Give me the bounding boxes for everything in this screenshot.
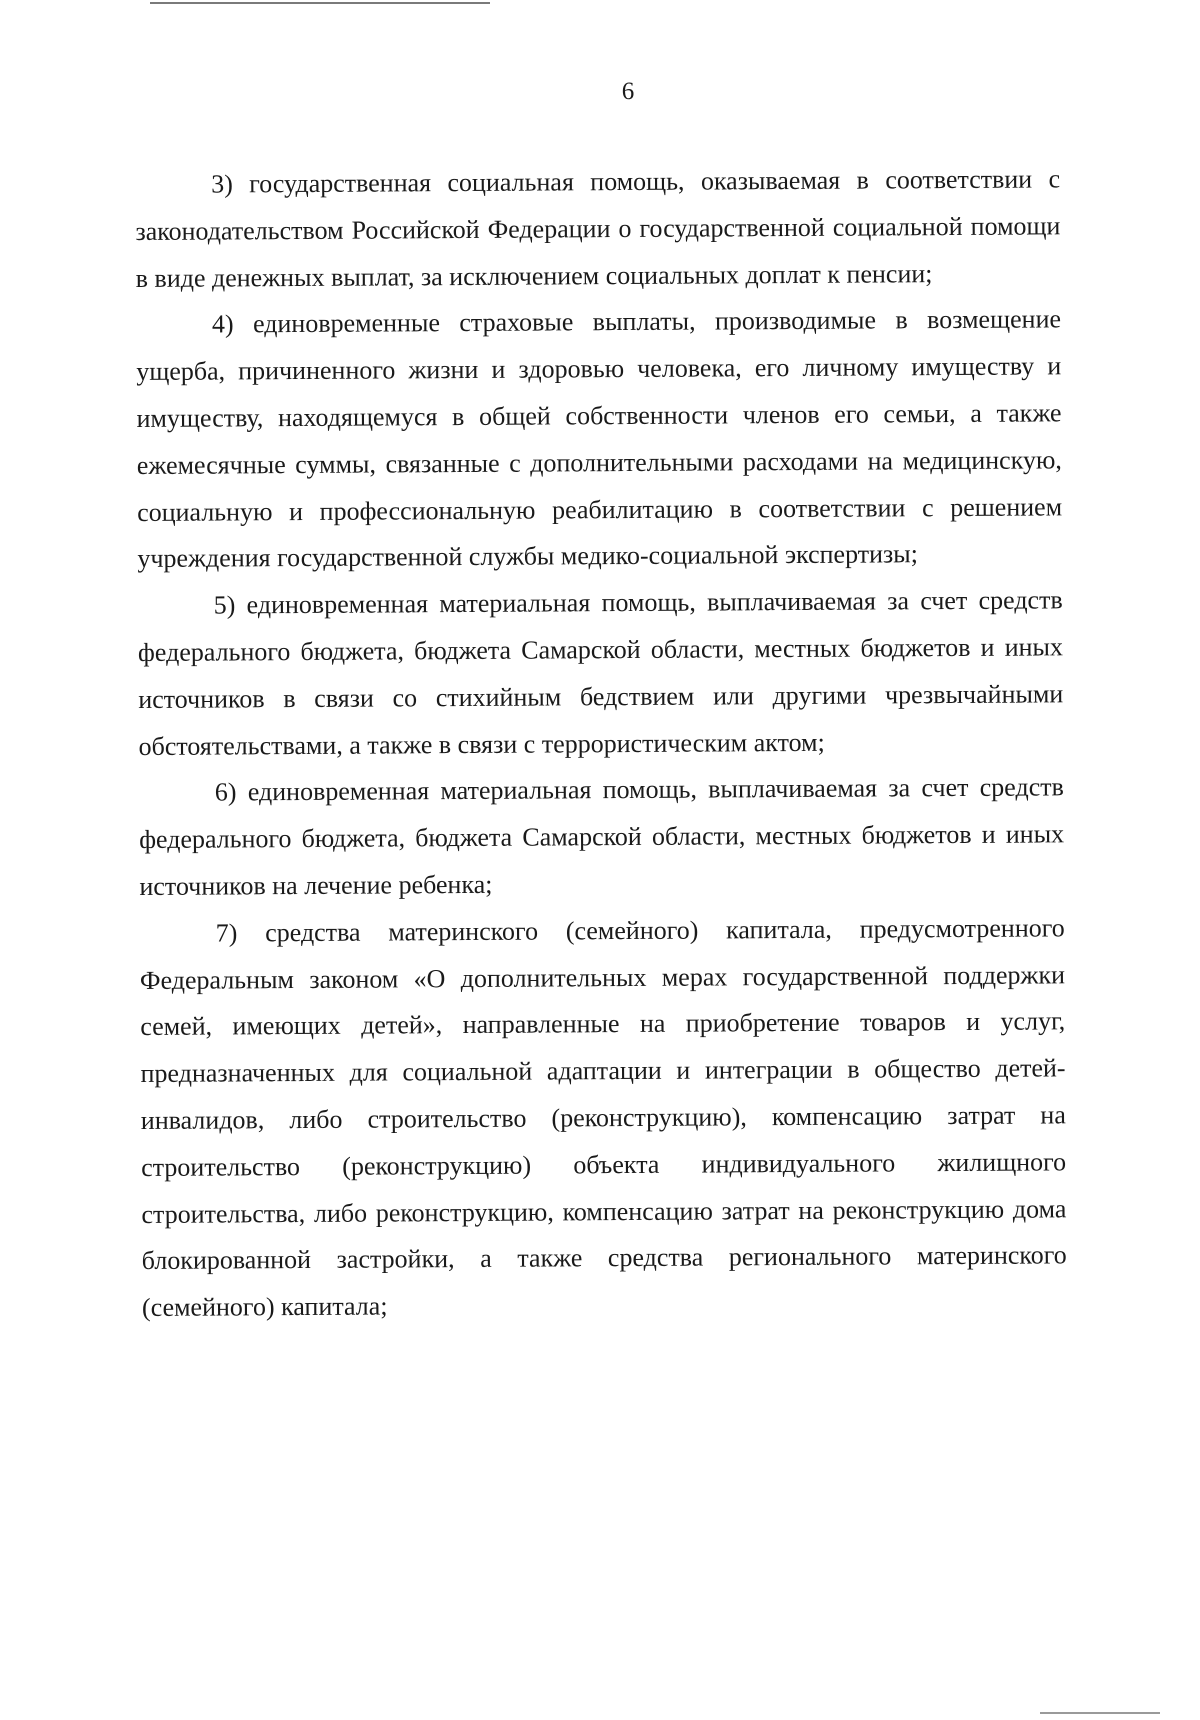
paragraph-item-3: 3) государственная социальная помощь, оказываемая в соответствии с законодательством Российской Федерации о государственной социальной помощи в виде денежных выплат, за исключением социальных доплат к пенсии;	[135, 164, 1061, 293]
page-number: 6	[621, 78, 635, 105]
bottom-edge-rule	[1040, 1712, 1160, 1714]
paragraph-item-5: 5) единовременная материальная помощь, выплачиваемая за счет средств федерального бюджета, бюджета Самарской области, местных бюджетов и иных источников в связи со стихийным бедствием или другими чрезвычайными обстоятельствами, а также в связи с террористическим актом;	[137, 585, 1064, 761]
paragraph-item-6: 6) единовременная материальная помощь, выплачиваемая за счет средств федерального бюджета, бюджета Самарской области, местных бюджетов и иных источников на лечение ребенка;	[139, 772, 1065, 901]
paragraph-item-7: 7) средства материнского (семейного) капитала, предусмотренного Федеральным законом «О дополнительных мерах государственной поддержки семей, имеющих детей», направленные на приобретение товаров и услуг, предназначенных для социальной адаптации и интеграции в общество детей-инвалидов, либо строительство (реконструкцию), компенсацию затрат на строительство (реконструкцию) объекта индивидуального жилищного строительства, либо реконструкцию, компенсацию затрат на реконструкцию дома блокированной застройки, а также средства регионального материнского (семейного) капитала;	[139, 913, 1067, 1323]
paragraph-item-4: 4) единовременные страховые выплаты, производимые в возмещение ущерба, причиненного жизни и здоровью человека, его личному имуществу и имуществу, находящемуся в общей собственности членов его семьи, а также ежемесячные суммы, связанные с дополнительными расходами на медицинскую, социальную и профессиональную реабилитацию в соответствии с решением учреждения государственной службы медико-социальной экспертизы;	[136, 304, 1063, 574]
top-edge-rule	[150, 2, 490, 4]
document-body	[135, 156, 1067, 1332]
